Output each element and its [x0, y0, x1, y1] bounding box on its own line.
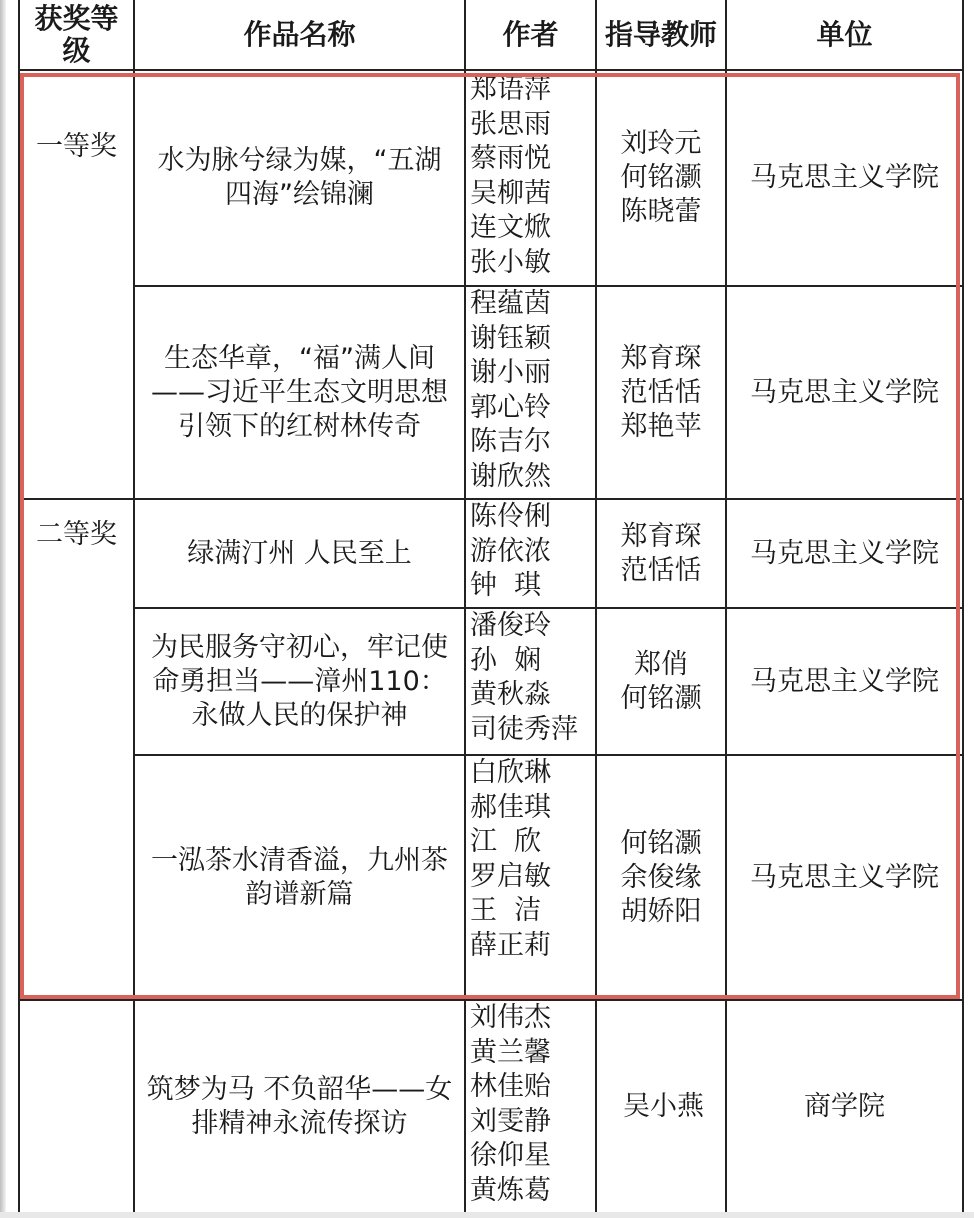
award-level-text: 二等奖: [36, 519, 117, 550]
scan-edge: [0, 0, 6, 1218]
advisor-list-text: 郑俏 何铭灏: [620, 648, 702, 714]
author-list: [466, 609, 595, 754]
work-title: [135, 609, 464, 754]
author-list-text: 陈伶俐 游依浓 钟 琪: [470, 501, 551, 601]
header-advisor: [597, 0, 725, 69]
scan-edge-bottom: [0, 1212, 974, 1218]
unit-name-text: 马克思主义学院: [750, 162, 939, 193]
unit-name-text: 马克思主义学院: [750, 861, 939, 893]
work-title: [135, 500, 464, 607]
unit-name: [727, 1001, 962, 1212]
work-title: [135, 756, 464, 999]
advisor-list-text: 吴小燕: [623, 1090, 704, 1122]
author-list: [466, 1001, 595, 1212]
advisor-list-text: 郑育琛 范恬恬: [620, 520, 702, 586]
work-title-text: 绿满汀州 人民至上: [187, 537, 412, 569]
advisor-list-text: 何铭灏 余俊缘 胡娇阳: [620, 827, 702, 927]
header-unit-text: 单位: [816, 17, 873, 51]
author-list: [466, 73, 595, 285]
advisor-list: [597, 500, 725, 607]
author-list: [466, 756, 595, 999]
work-title-text: 筑梦为马 不负韶华——女排精神永流传探访: [146, 1073, 453, 1139]
unit-name-text: 马克思主义学院: [750, 537, 939, 569]
advisor-list: [597, 71, 725, 285]
work-title-text: 水为脉兮绿为媒，“五湖四海”绘锦澜: [157, 145, 442, 210]
unit-name: [727, 756, 962, 999]
work-title: [135, 71, 464, 285]
unit-name-text: 商学院: [804, 1090, 885, 1122]
advisor-list: [597, 287, 725, 498]
unit-name-text: 马克思主义学院: [750, 376, 939, 408]
author-list-text: 刘伟杰 黄兰馨 林佳贻 刘雯静 徐仰星 黄炼葛: [470, 1002, 551, 1206]
award-level: [20, 130, 133, 190]
advisor-list: [597, 609, 725, 754]
unit-name: [727, 287, 962, 498]
grid-line: [962, 0, 964, 1218]
advisor-list: [597, 756, 725, 999]
author-list-text: 程蕴茵 谢钰颖 谢小丽 郭心铃 陈吉尔 谢欣然: [470, 288, 551, 492]
work-title-text: 生态华章，“福”满人间——习近平生态文明思想引领下的红树林传奇: [151, 342, 448, 442]
header-level: [20, 0, 133, 69]
header-work-text: 作品名称: [243, 17, 356, 51]
work-title-text: 一泓茶水清香溢，九州茶韵谱新篇: [151, 844, 448, 910]
author-list-text: 白欣琳 郝佳琪 江 欣 罗启敏 王 洁 薛正莉: [470, 757, 551, 961]
unit-name: [727, 500, 962, 607]
author-list: [466, 500, 595, 607]
advisor-list: [597, 1001, 725, 1212]
unit-name-text: 马克思主义学院: [750, 665, 939, 697]
header-advisor-text: 指导教师: [604, 17, 717, 51]
header-level-text: 获奖等级: [34, 1, 119, 67]
work-title-text: 为民服务守初心，牢记使命勇担当——漳州110：永做人民的保护神: [151, 631, 448, 731]
author-list-text: 潘俊玲 孙 娴 黄秋淼 司徒秀萍: [470, 610, 578, 745]
advisor-list-text: 郑育琛 范恬恬 郑艳苹: [620, 342, 702, 442]
header-author-text: 作者: [502, 17, 559, 51]
unit-name: [727, 609, 962, 754]
award-level: [20, 518, 133, 558]
author-list-text: 郑语萍 张思雨 蔡雨悦 吴柳茜 连文焮 张小敏: [470, 74, 551, 278]
header-author: [466, 0, 595, 69]
header-unit: [727, 0, 962, 69]
header-work: [135, 0, 464, 69]
award-level-text: 一等奖: [36, 131, 117, 162]
author-list: [466, 287, 595, 498]
work-title: [135, 1001, 464, 1212]
work-title: [135, 287, 464, 498]
advisor-list-text: 刘玲元 何铭灏 陈晓蕾: [620, 128, 702, 227]
unit-name: [727, 71, 962, 285]
